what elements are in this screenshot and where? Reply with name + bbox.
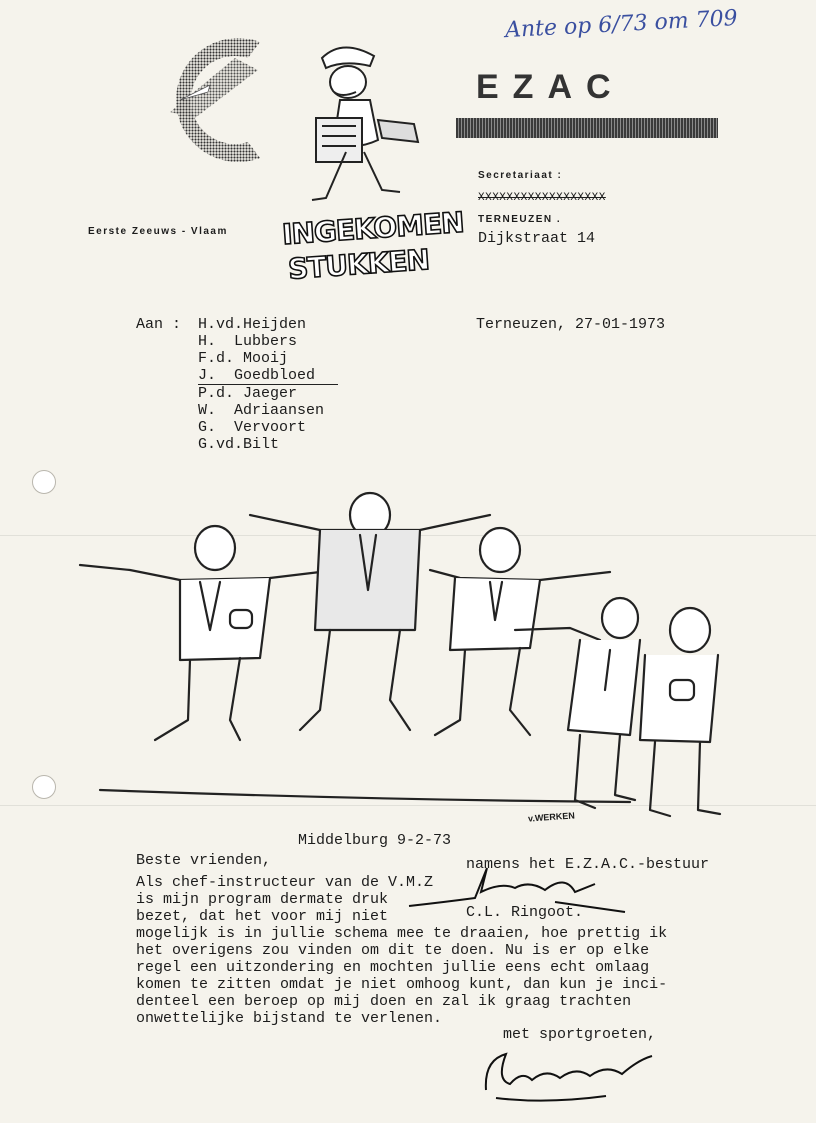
- pilot-mascot-icon: [282, 30, 442, 220]
- stamp-line1: INGEKOMEN: [281, 205, 465, 252]
- reply-line: bezet, dat het voor mij niet: [136, 908, 389, 925]
- glider-logo-icon: [140, 30, 270, 170]
- club-logo: [140, 30, 270, 170]
- recipient-item: H. Lubbers: [198, 333, 298, 350]
- stamp-line2: STUKKEN: [287, 243, 430, 286]
- header-bar: [456, 118, 718, 138]
- reply-closing: met sportgroeten,: [503, 1026, 657, 1043]
- punch-hole: [32, 470, 56, 494]
- cartoon-signature: v.WERKEN: [527, 810, 576, 824]
- reply-greeting: Beste vrienden,: [136, 852, 272, 869]
- reply-signature: [476, 1040, 666, 1110]
- reply-line: denteel een beroep op mij doen en zal ik graag trachten: [136, 993, 632, 1010]
- punch-hole: [32, 775, 56, 799]
- secretariat-label: Secretariaat :: [478, 170, 563, 181]
- reply-line: Als chef-instructeur van de V.M.Z: [136, 874, 434, 891]
- reply-line: komen te zitten omdat je niet omhoog kunt, dan kun je inci-: [136, 976, 668, 993]
- board-on-behalf: namens het E.Z.A.C.-bestuur: [466, 856, 710, 873]
- recipient-item: W. Adriaansen: [198, 402, 325, 419]
- gliding-men-cartoon-icon: [70, 490, 750, 830]
- club-full-name: Eerste Zeeuws - Vlaam: [88, 226, 228, 237]
- date-line: Terneuzen, 27-01-1973: [476, 316, 666, 333]
- recipient-list: [198, 316, 338, 453]
- signature-icon: [405, 862, 635, 922]
- reply-line: het overigens zou vinden om dit te doen. Nu is er op elke: [136, 942, 650, 959]
- signature-icon: [476, 1040, 666, 1110]
- recipient-item: G. Vervoort: [198, 419, 307, 436]
- aan-label: Aan :: [136, 316, 182, 333]
- reply-place-date: Middelburg 9-2-73: [298, 832, 452, 849]
- club-city: TERNEUZEN .: [478, 214, 562, 225]
- board-name: C.L. Ringoot.: [466, 904, 584, 921]
- board-signature: [405, 862, 635, 922]
- recipient-item: F.d. Mooij: [198, 350, 289, 367]
- club-acronym: EZAC: [476, 68, 625, 106]
- reply-line: mogelijk is in jullie schema mee te draaien, hoe prettig ik: [136, 925, 668, 942]
- recipient-item: G.vd.Bilt: [198, 436, 280, 453]
- mascot-illustration: [282, 30, 442, 220]
- recipient-item: H.vd.Heijden: [198, 316, 307, 333]
- cartoon-illustration: [70, 490, 750, 830]
- reply-line: onwettelijke bijstand te verlenen.: [136, 1010, 443, 1027]
- struck-address: XXXXXXXXXXXXXXXXXX: [478, 192, 606, 204]
- club-street: Dijkstraat 14: [478, 230, 596, 247]
- recipient-item: P.d. Jaeger: [198, 385, 298, 402]
- reply-line: is mijn program dermate druk: [136, 891, 389, 908]
- recipient-item-underlined: J. Goedbloed: [198, 367, 338, 385]
- reply-line: regel een uitzondering en mochten jullie eens echt omlaag: [136, 959, 650, 976]
- handwritten-note: Ante op 6/73 om 709: [504, 5, 739, 44]
